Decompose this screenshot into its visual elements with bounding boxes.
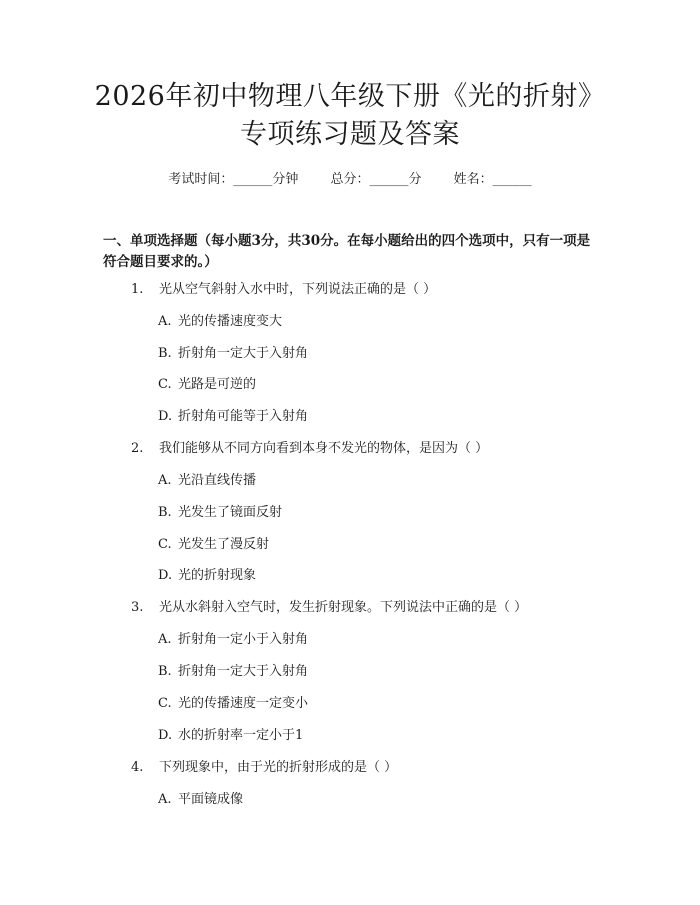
question-4 — [131, 759, 397, 777]
question-1 — [131, 281, 436, 299]
exam-time-unit: 分钟 — [272, 172, 299, 187]
question-1-option-c — [158, 376, 256, 394]
question-3-option-b — [158, 663, 308, 681]
option-letter: B. — [158, 346, 172, 361]
option-letter: A. — [158, 314, 172, 329]
student-name-blank: ______ — [492, 172, 532, 187]
question-2-option-b — [158, 504, 282, 522]
total-score-field — [330, 172, 421, 187]
question-2-option-c — [158, 536, 269, 554]
question-3-option-c — [158, 695, 308, 713]
option-letter: B. — [158, 505, 172, 520]
option-letter: C. — [158, 377, 172, 392]
total-score-unit: 分 — [408, 172, 422, 187]
question-2-option-d — [158, 567, 256, 585]
total-score-label: 总分： — [330, 172, 370, 187]
question-2-option-a — [158, 472, 256, 490]
option-text: 折射角可能等于入射角 — [178, 409, 309, 424]
student-name-label: 姓名： — [453, 172, 493, 187]
option-text: 平面镜成像 — [178, 792, 244, 807]
option-letter: B. — [158, 664, 172, 679]
option-text: 光的折射现象 — [178, 568, 257, 583]
question-3 — [131, 599, 527, 617]
option-text: 光的传播速度一定变小 — [178, 696, 309, 711]
question-text: 下列现象中，由于光的折射形成的是（ ） — [159, 760, 398, 775]
question-number: 2. — [131, 441, 144, 456]
option-letter: D. — [158, 728, 173, 743]
exam-time-field — [168, 172, 298, 187]
option-text: 光发生了漫反射 — [178, 537, 270, 552]
question-number: 3. — [131, 600, 144, 615]
question-number: 4. — [131, 760, 144, 775]
option-text: 光路是可逆的 — [178, 377, 257, 392]
question-3-option-a — [158, 631, 308, 649]
exam-time-label: 考试时间： — [168, 172, 234, 187]
question-1-option-a — [158, 313, 282, 331]
question-2 — [131, 440, 488, 458]
option-text: 光的传播速度变大 — [178, 314, 283, 329]
question-1-option-b — [158, 345, 308, 363]
question-text: 我们能够从不同方向看到本身不发光的物体，是因为（ ） — [159, 441, 489, 456]
student-name-field — [454, 172, 532, 187]
question-text: 光从水斜射入空气时，发生折射现象。下列说法中正确的是（ ） — [159, 600, 528, 615]
option-letter: A. — [158, 792, 172, 807]
option-text: 光发生了镜面反射 — [178, 505, 283, 520]
option-letter: C. — [158, 696, 172, 711]
option-text: 光沿直线传播 — [178, 473, 257, 488]
question-text: 光从空气斜射入水中时，下列说法正确的是（ ） — [159, 282, 437, 297]
question-4-option-a — [158, 791, 243, 809]
option-text: 折射角一定大于入射角 — [178, 346, 309, 361]
option-text: 水的折射率一定小于1 — [178, 728, 304, 743]
option-letter: C. — [158, 537, 172, 552]
exam-info-line — [0, 171, 700, 189]
total-score-blank: ______ — [369, 172, 409, 187]
section-heading: 一、单项选择题（每小题3分，共30分。在每小题给出的四个选项中，只有一项是符合题目要求的。） — [103, 233, 591, 270]
option-letter: A. — [158, 632, 172, 647]
document-title: 2026年初中物理八年级下册《光的折射》专项练习题及答案 — [94, 81, 606, 150]
question-number: 1. — [131, 282, 144, 297]
exam-time-blank: ______ — [233, 172, 273, 187]
option-text: 折射角一定小于入射角 — [178, 632, 309, 647]
question-1-option-d — [158, 408, 308, 426]
option-letter: D. — [158, 409, 173, 424]
option-text: 折射角一定大于入射角 — [178, 664, 309, 679]
option-letter: A. — [158, 473, 172, 488]
question-3-option-d — [158, 727, 303, 745]
option-letter: D. — [158, 568, 173, 583]
